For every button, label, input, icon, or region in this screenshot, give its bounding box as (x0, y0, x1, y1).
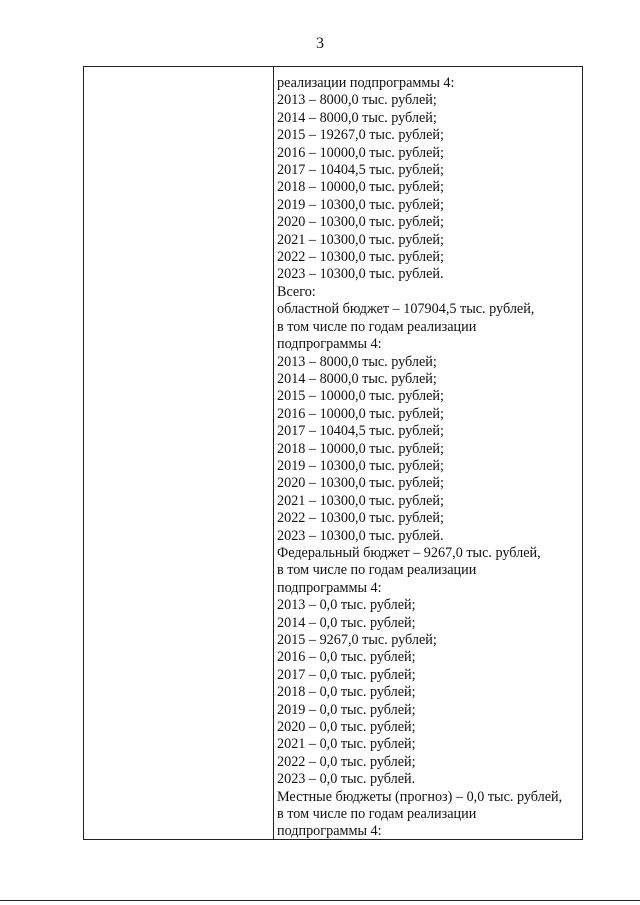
text-line: 2015 – 9267,0 тыс. рублей; (277, 632, 437, 648)
right-cell (277, 75, 582, 841)
text-line: 2017 – 0,0 тыс. рублей; (277, 666, 416, 683)
funding-table (83, 66, 583, 840)
text-line: 2014 – 8000,0 тыс. рублей; (277, 109, 437, 126)
text-line: 2020 – 0,0 тыс. рублей; (277, 719, 416, 736)
text-line: 2023 – 0,0 тыс. рублей. (277, 771, 416, 788)
text-line: Местные бюджеты (прогноз) – 0,0 тыс. рублей, (277, 788, 563, 805)
text-line: 2023 – 10300,0 тыс. рублей. (277, 266, 444, 283)
text-line: 2019 – 0,0 тыс. рублей; (277, 701, 416, 718)
page-number: 3 (316, 35, 324, 52)
text-line: 2017 – 10404,5 тыс. рублей; (277, 162, 444, 179)
text-line: 2021 – 10300,0 тыс. рублей; (277, 231, 444, 248)
text-line: 2017 – 10404,5 тыс. рублей; (277, 423, 444, 440)
text-line: 2022 – 10300,0 тыс. рублей; (277, 249, 444, 266)
text-line: в том числе по годам реализации (277, 562, 477, 579)
bottom-rule (0, 900, 640, 901)
text-line: Всего: (277, 283, 316, 300)
text-line: 2016 – 10000,0 тыс. рублей; (277, 405, 444, 422)
text-line: реализации подпрограммы 4: (277, 75, 455, 91)
text-line: 2018 – 10000,0 тыс. рублей; (277, 440, 444, 457)
left-cell (84, 67, 273, 839)
text-line: подпрограммы 4: (277, 823, 382, 840)
text-line: в том числе по годам реализации (277, 318, 477, 335)
text-line: 2020 – 10300,0 тыс. рублей; (277, 475, 444, 492)
text-line: 2019 – 10300,0 тыс. рублей; (277, 196, 444, 213)
text-line: 2014 – 0,0 тыс. рублей; (277, 614, 416, 631)
text-line: 2013 – 8000,0 тыс. рублей; (277, 353, 437, 370)
text-line: 2015 – 10000,0 тыс. рублей; (277, 388, 444, 405)
column-divider (273, 67, 274, 839)
text-line: в том числе по годам реализации (277, 806, 477, 823)
text-line: 2023 – 10300,0 тыс. рублей. (277, 527, 444, 544)
text-line: 2021 – 0,0 тыс. рублей; (277, 736, 416, 753)
text-line: 2019 – 10300,0 тыс. рублей; (277, 457, 444, 474)
text-line: 2013 – 0,0 тыс. рублей; (277, 597, 416, 614)
text-line: 2016 – 10000,0 тыс. рублей; (277, 144, 444, 161)
text-line: 2015 – 19267,0 тыс. рублей; (277, 127, 444, 144)
text-line: подпрограммы 4: (277, 336, 382, 353)
text-line: 2018 – 10000,0 тыс. рублей; (277, 179, 444, 196)
text-line: 2014 – 8000,0 тыс. рублей; (277, 370, 437, 387)
text-line: 2020 – 10300,0 тыс. рублей; (277, 214, 444, 231)
text-line: 2022 – 0,0 тыс. рублей; (277, 753, 416, 770)
text-line: Федеральный бюджет – 9267,0 тыс. рублей, (277, 544, 541, 561)
text-line: 2021 – 10300,0 тыс. рублей; (277, 492, 444, 509)
text-line: 2016 – 0,0 тыс. рублей; (277, 649, 416, 666)
text-line: 2022 – 10300,0 тыс. рублей; (277, 510, 444, 527)
text-line: областной бюджет – 107904,5 тыс. рублей, (277, 301, 535, 318)
text-line: подпрограммы 4: (277, 579, 382, 596)
text-line: 2013 – 8000,0 тыс. рублей; (277, 92, 437, 109)
text-line: 2018 – 0,0 тыс. рублей; (277, 684, 416, 701)
